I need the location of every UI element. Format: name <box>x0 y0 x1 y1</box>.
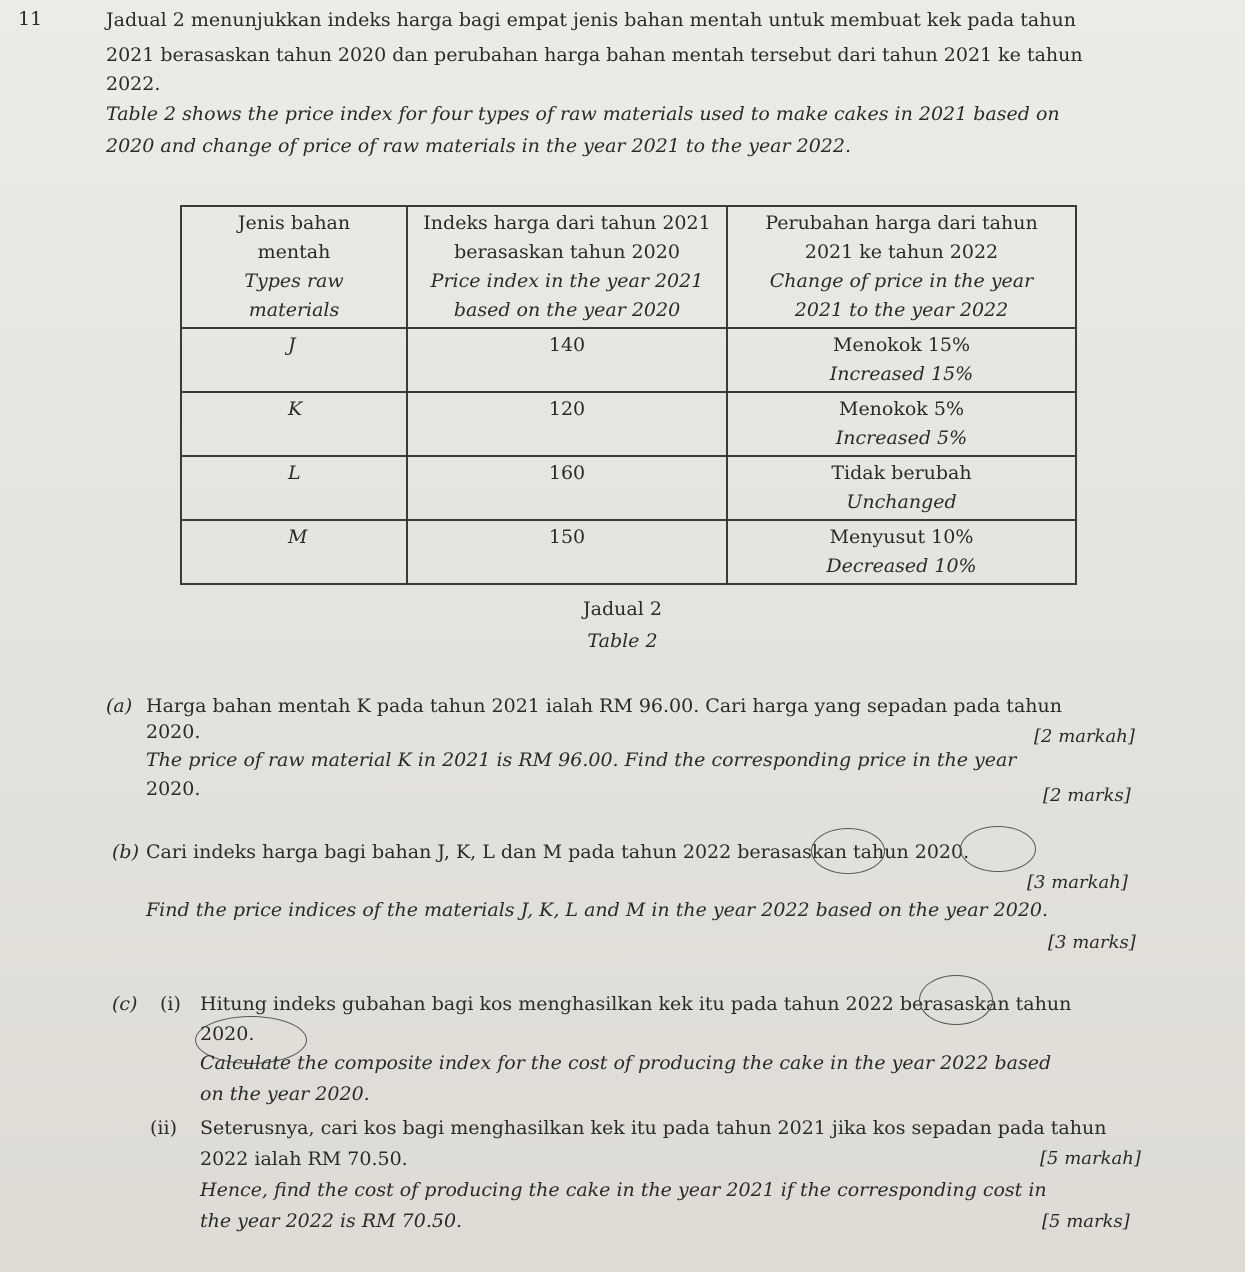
cell-change: Menyusut 10% Decreased 10% <box>727 520 1076 584</box>
header-price-index: Indeks harga dari tahun 2021 berasaskan tahun 2020 Price index in the year 2021 based on the year 2020 <box>407 206 727 328</box>
part-c-ii-ms-line-2: 2022 ialah RM 70.50. <box>200 1148 408 1170</box>
table-row <box>181 392 1076 456</box>
header-price-change: Perubahan harga dari tahun 2021 ke tahun 2022 Change of price in the year 2021 to the year 2022 <box>727 206 1076 328</box>
part-c-ii-en-line-1: Hence, find the cost of producing the cake in the year 2021 if the corresponding cost in <box>200 1179 1047 1201</box>
intro-en-line-1: Table 2 shows the price index for four types of raw materials used to make cakes in 2021 based on <box>106 103 1060 125</box>
part-c-i-label: (i) <box>160 993 181 1015</box>
part-c-marks-en: [5 marks] <box>1042 1211 1130 1232</box>
part-a-marks-ms: [2 markah] <box>1034 726 1135 747</box>
price-index-table <box>180 205 1077 585</box>
part-c-ii-ms-line-1: Seterusnya, cari kos bagi menghasilkan kek itu pada tahun 2021 jika kos sepadan pada tahun <box>200 1117 1107 1139</box>
intro-ms-line-2: 2021 berasaskan tahun 2020 dan perubahan harga bahan mentah tersebut dari tahun 2021 ke tahun <box>106 44 1083 66</box>
table-caption-ms: Jadual 2 <box>583 598 662 620</box>
part-a-en-line-2: 2020. <box>146 778 201 800</box>
pen-circle-mark <box>960 826 1036 872</box>
part-c-label: (c) <box>112 993 138 1015</box>
part-b-ms-line-1: Cari indeks harga bagi bahan J, K, L dan M pada tahun 2022 berasaskan tahun 2020. <box>146 841 970 863</box>
cell-index: 140 <box>407 328 727 392</box>
part-a-marks-en: [2 marks] <box>1043 785 1131 806</box>
intro-en-line-2: 2020 and change of price of raw materials in the year 2021 to the year 2022. <box>106 135 852 157</box>
table-row <box>181 328 1076 392</box>
table-row <box>181 456 1076 520</box>
cell-material: K <box>181 392 407 456</box>
part-c-ii-en-line-2: the year 2022 is RM 70.50. <box>200 1210 463 1232</box>
pen-circle-mark <box>919 975 993 1025</box>
table-caption-en: Table 2 <box>587 630 658 652</box>
cell-change: Tidak berubah Unchanged <box>727 456 1076 520</box>
table-row <box>181 520 1076 584</box>
pen-circle-mark <box>811 828 885 874</box>
part-b-en-line-1: Find the price indices of the materials J, K, L and M in the year 2022 based on the year 2020. <box>146 899 1049 921</box>
part-b-marks-ms: [3 markah] <box>1027 872 1128 893</box>
table-header-row <box>181 206 1076 328</box>
cell-material: J <box>181 328 407 392</box>
part-a-en-line-1: The price of raw material K in 2021 is RM 96.00. Find the corresponding price in the year <box>146 749 1017 771</box>
cell-change: Menokok 15% Increased 15% <box>727 328 1076 392</box>
part-b-label: (b) <box>112 841 139 863</box>
intro-ms-line-1: Jadual 2 menunjukkan indeks harga bagi empat jenis bahan mentah untuk membuat kek pada tahun <box>106 9 1076 31</box>
cell-index: 120 <box>407 392 727 456</box>
part-c-ii-label: (ii) <box>150 1117 177 1139</box>
cell-index: 160 <box>407 456 727 520</box>
part-c-i-ms-line-1: Hitung indeks gubahan bagi kos menghasilkan kek itu pada tahun 2022 berasaskan tahun <box>200 993 1072 1015</box>
part-c-i-en-line-2: on the year 2020. <box>200 1083 370 1105</box>
cell-index: 150 <box>407 520 727 584</box>
question-number: 11 <box>18 8 43 30</box>
header-material: Jenis bahan mentah Types raw materials <box>181 206 407 328</box>
cell-change: Menokok 5% Increased 5% <box>727 392 1076 456</box>
part-a-ms-line-1: Harga bahan mentah K pada tahun 2021 ialah RM 96.00. Cari harga yang sepadan pada tahun <box>146 695 1062 717</box>
part-b-marks-en: [3 marks] <box>1048 932 1136 953</box>
part-a-ms-line-2: 2020. <box>146 721 201 743</box>
cell-material: L <box>181 456 407 520</box>
part-c-i-en-line-1: Calculate the composite index for the cost of producing the cake in the year 2022 based <box>200 1052 1052 1074</box>
intro-ms-line-3: 2022. <box>106 73 161 95</box>
part-a-label: (a) <box>106 695 133 717</box>
cell-material: M <box>181 520 407 584</box>
part-c-marks-ms: [5 markah] <box>1040 1148 1141 1169</box>
part-c-i-ms-line-2: 2020. <box>200 1023 255 1045</box>
